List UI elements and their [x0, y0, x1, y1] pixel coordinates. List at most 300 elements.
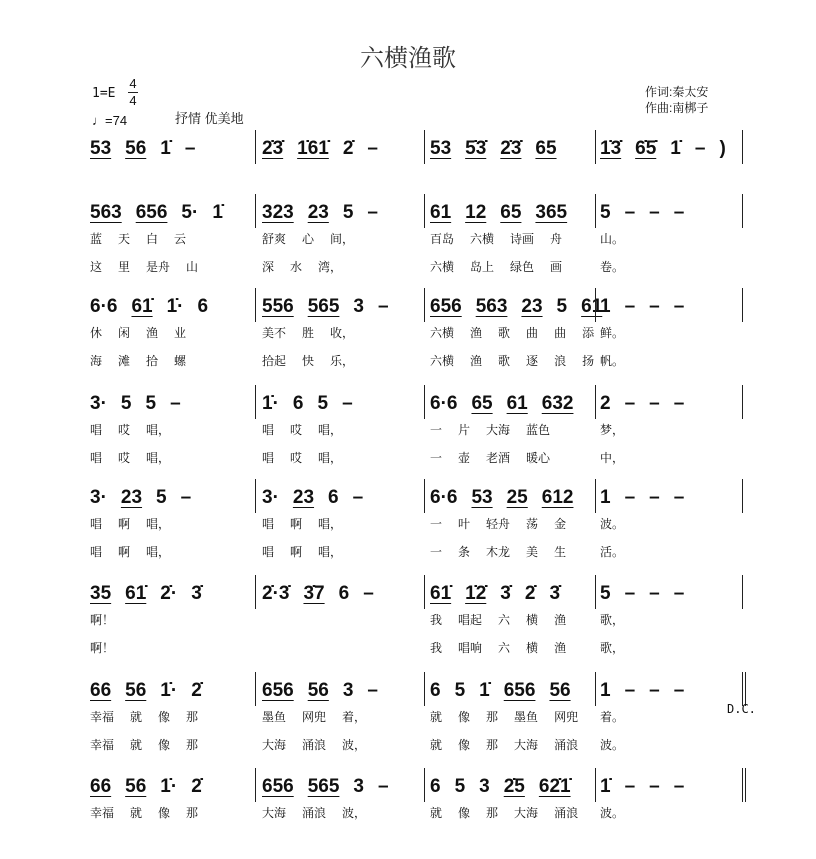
lyric-word: 六 [498, 641, 511, 655]
measure [262, 393, 353, 415]
lyric-word: 波， [342, 806, 367, 820]
lyric-word: 唱， [146, 545, 171, 559]
song-title: 六横渔歌 [360, 44, 456, 72]
note-group: – [624, 680, 636, 701]
lyric-line-1 [600, 611, 624, 628]
lyric-word: 啊 [118, 545, 131, 559]
lyric-line-1 [262, 324, 354, 341]
note-group: 23 [120, 487, 143, 508]
lyric-word: 业 [174, 326, 187, 340]
note-group: 2̇5 [503, 776, 525, 797]
lyric-word: 帆。 [600, 354, 625, 368]
lyric-word: 唱响 [458, 641, 483, 655]
barline [255, 130, 256, 164]
lyric-line-1 [262, 421, 342, 438]
lyric-word: 生 [554, 545, 567, 559]
barline [255, 288, 256, 322]
note-group: 65 [471, 393, 493, 414]
note-group: 6 [338, 583, 350, 604]
note-group: 1̇· [262, 393, 279, 414]
note-group: 3̇7 [303, 583, 325, 604]
lyric-word: 唱， [146, 517, 171, 531]
note-group: 65 [500, 202, 522, 223]
lyric-line-2 [262, 543, 342, 560]
note-group: 1̇2̇ [465, 583, 487, 604]
time-signature [128, 76, 138, 109]
note-group: – [624, 202, 636, 223]
lyric-word: 滩 [118, 354, 131, 368]
lyric-word: 拾起 [262, 354, 287, 368]
measure [600, 296, 684, 318]
lyric-word: 舟 [550, 232, 563, 246]
note-group: 6·6 [90, 296, 118, 317]
note-group: 5 [454, 776, 466, 797]
lyric-word: 哎 [290, 451, 303, 465]
note-group: 563 [90, 202, 122, 223]
barline [424, 194, 425, 228]
key-signature: 1=E [92, 86, 116, 101]
note-group: 61̇ [131, 296, 153, 317]
lyric-word: 乐， [330, 354, 355, 368]
note-group: 62̇1̇ [538, 776, 571, 797]
barline [595, 672, 596, 706]
lyric-word: 梦， [600, 423, 625, 437]
lyric-word: 渔 [554, 613, 567, 627]
lyric-line-2 [600, 258, 624, 275]
note-group: 53 [471, 487, 493, 508]
lyric-word: 幸福 [90, 710, 115, 724]
lyric-word: 唱 [90, 451, 103, 465]
measure [262, 583, 374, 605]
note-group: – [649, 583, 660, 604]
note-group: 656 [503, 680, 536, 701]
lyric-word: 大海 [514, 738, 539, 752]
lyric-line-1 [430, 230, 562, 247]
lyric-word: 蓝 [90, 232, 103, 246]
barline [595, 130, 596, 164]
barline [742, 288, 743, 322]
lyric-word: 这 [90, 260, 103, 274]
note-group: – [180, 487, 192, 508]
credits [645, 84, 708, 116]
lyric-word: 那 [486, 806, 499, 820]
lyric-line-1 [430, 804, 578, 821]
note-group: – [649, 296, 660, 317]
lyricist: 作词:秦太安 [645, 85, 709, 99]
barline [595, 194, 596, 228]
lyric-word: 水 [290, 260, 303, 274]
lyric-line-1 [430, 324, 594, 341]
lyric-word: 那 [486, 710, 499, 724]
note-group: 5 [156, 487, 167, 508]
lyric-word: 六横 [430, 326, 455, 340]
note-group: 6̇5̇ [635, 138, 657, 159]
note-group: – [342, 393, 353, 414]
lyric-word: 画 [550, 260, 563, 274]
lyric-line-2 [90, 543, 170, 560]
barline [255, 385, 256, 419]
lyric-word: 舒爽 [262, 232, 287, 246]
lyric-line-1 [430, 421, 550, 438]
lyric-word: 美 [526, 545, 539, 559]
barline [595, 385, 596, 419]
note-group: 53 [430, 138, 452, 159]
note-group: 56 [125, 776, 147, 797]
lyric-line-2 [90, 352, 186, 369]
barline [255, 194, 256, 228]
lyric-word: 幸福 [90, 738, 115, 752]
lyric-word: 啊！ [90, 613, 115, 627]
lyric-word: 金 [554, 517, 567, 531]
lyric-word: 活。 [600, 545, 625, 559]
note-group: 3· [90, 487, 107, 508]
lyric-word: 歌 [498, 354, 511, 368]
note-group: 1̇· [166, 296, 184, 317]
note-group: 656 [262, 776, 294, 797]
lyric-word: 唱起 [458, 613, 483, 627]
lyric-line-2 [262, 352, 354, 369]
measure [262, 680, 378, 702]
note-group: 1̇ [212, 202, 223, 223]
measure [262, 776, 389, 798]
barline [424, 768, 425, 802]
lyric-word: 啊 [290, 517, 303, 531]
lyric-word: 天 [118, 232, 131, 246]
note-group: – [624, 296, 636, 317]
lyric-word: 涌浪 [302, 806, 327, 820]
lyric-line-1 [90, 324, 186, 341]
note-group: – [673, 393, 685, 414]
lyric-line-2 [430, 736, 578, 753]
barline [424, 130, 425, 164]
lyric-line-1 [262, 515, 342, 532]
note-group: 61̇ [125, 583, 147, 604]
lyric-word: 木龙 [486, 545, 511, 559]
lyric-line-1 [262, 708, 366, 725]
note-group: 3 [342, 680, 354, 701]
lyric-word: 诗画 [510, 232, 535, 246]
measure [600, 393, 684, 415]
lyric-word: 蓝色 [526, 423, 551, 437]
lyric-word: 像 [158, 738, 171, 752]
lyric-word: 心 [302, 232, 315, 246]
lyric-line-1 [90, 230, 186, 247]
lyric-line-2 [262, 736, 366, 753]
lyric-word: 休 [90, 326, 103, 340]
barline [595, 479, 596, 513]
note-group: 6 [430, 680, 441, 701]
lyric-word: 唱 [90, 517, 103, 531]
lyric-word: 渔 [554, 641, 567, 655]
measure [430, 680, 571, 702]
lyric-line-1 [600, 515, 624, 532]
note-group: 6·6 [430, 393, 458, 414]
note-group: 35 [90, 583, 112, 604]
lyric-word: 就 [430, 738, 443, 752]
lyric-word: 波， [342, 738, 367, 752]
lyric-word: 白 [146, 232, 159, 246]
lyric-line-1 [600, 324, 624, 341]
measure [262, 487, 363, 509]
lyric-word: 唱， [146, 423, 171, 437]
lyric-word: 唱 [262, 451, 275, 465]
lyric-word: 曲 [554, 326, 567, 340]
barline [255, 672, 256, 706]
lyric-line-1 [600, 804, 624, 821]
lyric-word: 幸福 [90, 806, 115, 820]
measure [430, 487, 573, 509]
measure [262, 138, 378, 160]
note-group: 56 [125, 138, 147, 159]
measure [90, 138, 195, 160]
lyric-word: 湾， [318, 260, 343, 274]
lyric-word: 网兜 [302, 710, 327, 724]
note-group: 66 [90, 680, 112, 701]
note-group: 2̇ [191, 680, 202, 701]
lyric-word: 胜 [302, 326, 315, 340]
measure [430, 393, 573, 415]
note-group: 23 [292, 487, 315, 508]
note-group: 2̇3̇ [500, 138, 522, 159]
measure [430, 138, 557, 160]
lyric-line-1 [600, 421, 624, 438]
barline [742, 385, 743, 419]
barline [595, 575, 596, 609]
note-group: 61̇ [430, 583, 452, 604]
note-group: 1̇· [160, 680, 178, 701]
lyric-line-1 [90, 708, 198, 725]
note-group: – [377, 296, 389, 317]
note-group: 23 [521, 296, 543, 317]
note-group: 656 [135, 202, 168, 223]
lyric-word: 收， [330, 326, 355, 340]
note-group: 323 [262, 202, 294, 223]
lyric-line-2 [262, 258, 342, 275]
note-group: 61 [430, 202, 452, 223]
lyric-word: 唱， [318, 545, 343, 559]
lyric-line-1 [430, 708, 578, 725]
note-group: – [649, 487, 660, 508]
note-group: ) [719, 138, 726, 159]
note-group: 2 [600, 393, 611, 414]
note-group: 365 [535, 202, 568, 223]
lyric-line-2 [90, 639, 114, 656]
da-capo-marking: D.C. [727, 702, 756, 716]
note-group: 5· [181, 202, 199, 223]
lyric-word: 哎 [290, 423, 303, 437]
lyric-word: 唱 [262, 423, 275, 437]
lyric-line-2 [600, 449, 624, 466]
note-group: 65 [535, 138, 557, 159]
note-group: 12 [465, 202, 487, 223]
barline [742, 479, 743, 513]
note-group: 556 [262, 296, 294, 317]
lyric-word: 中， [600, 451, 625, 465]
lyric-word: 一 [430, 423, 443, 437]
note-group: – [624, 583, 636, 604]
barline [424, 288, 425, 322]
note-group: – [367, 138, 378, 159]
lyric-word: 像 [458, 710, 471, 724]
lyric-word: 像 [158, 710, 171, 724]
lyric-line-2 [430, 352, 594, 369]
note-group: – [184, 138, 196, 159]
note-group: 1 [600, 487, 611, 508]
lyric-word: 像 [458, 806, 471, 820]
note-group: 66 [90, 776, 112, 797]
lyric-word: 大海 [262, 806, 287, 820]
note-group: 61 [506, 393, 528, 414]
note-group: – [673, 776, 685, 797]
lyric-word: 歌 [498, 326, 511, 340]
lyric-word: 涌浪 [302, 738, 327, 752]
measure [90, 202, 223, 224]
lyric-word: 唱 [262, 545, 275, 559]
measure [90, 680, 202, 702]
note-group: – [367, 202, 378, 223]
note-group: 565 [307, 776, 340, 797]
note-group: – [624, 776, 636, 797]
lyric-line-2 [430, 639, 566, 656]
note-group: 2̇·3̇ [262, 583, 290, 604]
lyric-word: 那 [486, 738, 499, 752]
note-group: – [377, 776, 389, 797]
lyric-word: 荡 [526, 517, 539, 531]
lyric-word: 六横 [470, 232, 495, 246]
lyric-word: 波。 [600, 738, 625, 752]
lyric-word: 大海 [262, 738, 287, 752]
note-group: 5 [317, 393, 329, 414]
lyric-word: 涌浪 [554, 806, 579, 820]
note-group: 3 [353, 296, 364, 317]
lyric-line-1 [90, 421, 170, 438]
lyric-line-2 [600, 736, 624, 753]
lyric-word: 六 [498, 613, 511, 627]
lyric-word: 哎 [118, 451, 131, 465]
measure [90, 393, 181, 415]
lyric-word: 唱 [262, 517, 275, 531]
note-group: 3̇ [500, 583, 511, 604]
lyric-word: 一 [430, 517, 443, 531]
note-group: 3̇ [191, 583, 202, 604]
note-group: 3 [479, 776, 490, 797]
note-group: 656 [430, 296, 462, 317]
lyric-word: 添 [582, 326, 595, 340]
lyric-word: 山。 [600, 232, 625, 246]
lyric-word: 扬 [582, 354, 595, 368]
lyric-word: 美不 [262, 326, 287, 340]
lyric-word: 一 [430, 545, 443, 559]
lyric-line-2 [90, 258, 198, 275]
lyric-word: 云 [174, 232, 187, 246]
note-group: – [649, 202, 660, 223]
note-group: 2̇ [191, 776, 202, 797]
lyric-line-2 [430, 449, 550, 466]
note-group: 5 [342, 202, 354, 223]
lyric-word: 渔 [146, 326, 159, 340]
lyric-line-1 [262, 230, 354, 247]
measure [90, 487, 191, 509]
note-group: 53 [90, 138, 112, 159]
lyric-line-2 [262, 449, 342, 466]
lyric-line-1 [262, 804, 366, 821]
tempo-marking: ♩=74 [92, 113, 128, 128]
lyric-word: 海 [90, 354, 103, 368]
note-group: – [170, 393, 181, 414]
barline [255, 479, 256, 513]
measure [430, 583, 560, 605]
lyric-word: 六横 [430, 354, 455, 368]
lyric-line-1 [430, 611, 566, 628]
note-group: 3̇ [549, 583, 561, 604]
lyric-line-1 [90, 804, 198, 821]
note-group: 5 [600, 202, 611, 223]
lyric-word: 大海 [514, 806, 539, 820]
measure [430, 776, 571, 798]
lyric-word: 浪 [554, 354, 567, 368]
lyric-word: 墨鱼 [514, 710, 539, 724]
lyric-word: 涌浪 [554, 738, 579, 752]
lyric-line-2 [90, 736, 198, 753]
lyric-word: 波。 [600, 517, 625, 531]
lyric-word: 是舟 [146, 260, 171, 274]
measure [600, 202, 684, 224]
note-group: 1̇ [670, 138, 681, 159]
lyric-word: 逐 [526, 354, 539, 368]
note-group: 656 [262, 680, 294, 701]
lyric-word: 大海 [486, 423, 511, 437]
barline [424, 385, 425, 419]
lyric-word: 着。 [600, 710, 625, 724]
barline [424, 479, 425, 513]
barline [742, 130, 743, 164]
note-group: 1̇3̇ [600, 138, 622, 159]
note-group: 61 [581, 296, 603, 317]
lyric-word: 唱， [318, 517, 343, 531]
lyric-word: 啊！ [90, 641, 115, 655]
barline [424, 672, 425, 706]
lyric-line-1 [430, 515, 566, 532]
lyric-word: 渔 [470, 354, 483, 368]
lyric-word: 墨鱼 [262, 710, 287, 724]
lyric-word: 条 [458, 545, 471, 559]
barline [255, 575, 256, 609]
lyric-word: 波。 [600, 806, 625, 820]
lyric-line-2 [600, 639, 624, 656]
final-barline [742, 672, 749, 706]
note-group: – [363, 583, 374, 604]
note-group: – [673, 487, 685, 508]
lyric-word: 拾 [146, 354, 159, 368]
measure [600, 138, 726, 160]
lyric-line-1 [90, 515, 170, 532]
lyric-word: 我 [430, 641, 443, 655]
lyric-word: 就 [130, 738, 143, 752]
note-group: 25 [506, 487, 528, 508]
note-group: 1 [600, 296, 611, 317]
lyric-word: 老酒 [486, 451, 511, 465]
lyric-word: 就 [430, 710, 443, 724]
lyric-word: 像 [158, 806, 171, 820]
lyric-word: 岛上 [470, 260, 495, 274]
note-group: 2̇ [342, 138, 354, 159]
note-group: 6·6 [430, 487, 458, 508]
barline [742, 575, 743, 609]
lyric-word: 唱， [146, 451, 171, 465]
measure [600, 680, 684, 702]
note-group: 612 [541, 487, 574, 508]
lyric-word: 六横 [430, 260, 455, 274]
